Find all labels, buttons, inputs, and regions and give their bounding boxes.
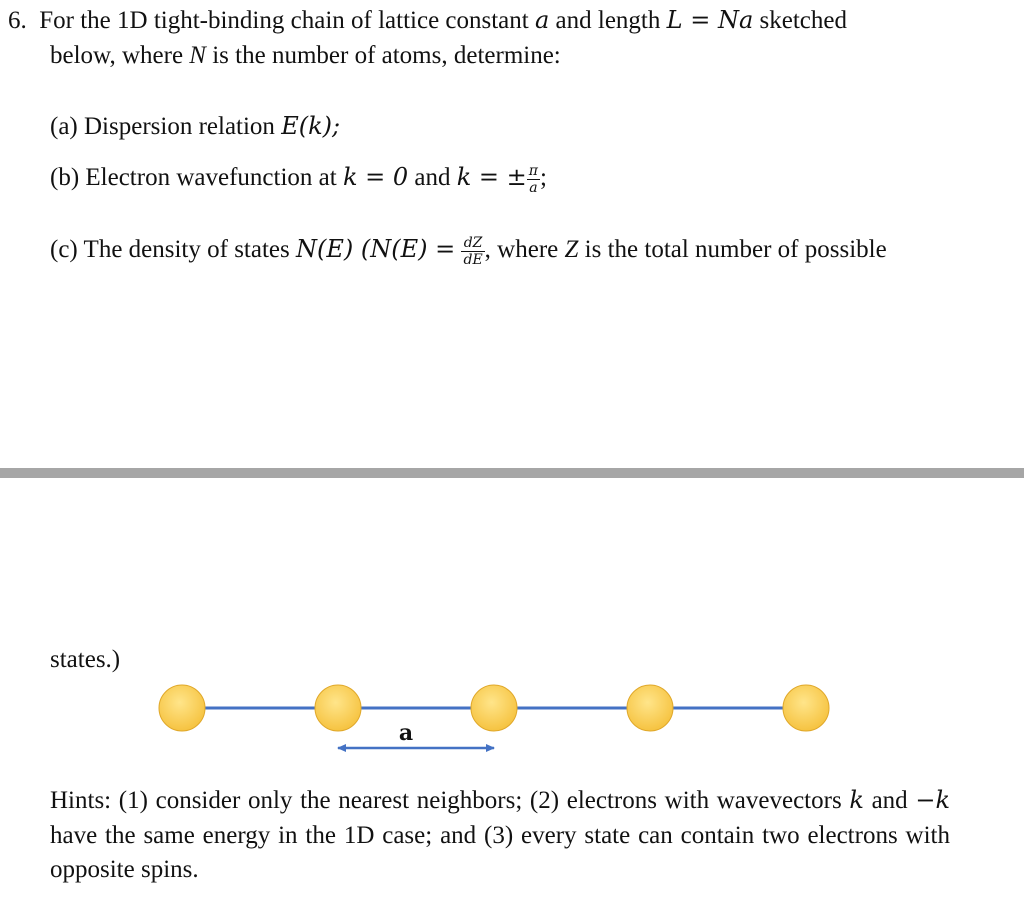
part-c-fraction (461, 235, 484, 268)
spacing-label: a (398, 720, 414, 746)
atom-5 (783, 685, 829, 731)
atom-3 (471, 685, 517, 731)
part-b-frac-den: a (529, 179, 538, 196)
part-b-frac-num: π (528, 162, 538, 179)
part-a (50, 111, 340, 142)
part-b-label: (b) Electron wavefunction at (50, 164, 343, 191)
part-c-frac-den: dE (463, 251, 483, 268)
part-c-total-states-symbol: Z (564, 236, 579, 263)
part-b-math-kpm: k = ± (456, 163, 527, 191)
part-c (50, 234, 887, 268)
part-c-label: (c) The density of states (50, 236, 296, 263)
problem-intro-text-3: sketched (753, 7, 847, 34)
atom-1 (159, 685, 205, 731)
part-c-frac-num: dZ (461, 235, 484, 252)
part-b-fraction (527, 163, 540, 196)
hints-text-2: and (863, 787, 916, 814)
problem-intro-text-5: is the number of atoms, determine: (205, 42, 561, 69)
atom-2 (315, 685, 361, 731)
hints-paragraph (50, 783, 950, 888)
part-c-text-2: is the total number of possible (578, 236, 887, 263)
atom-number-symbol: N (189, 42, 206, 69)
problem-number: 6. (8, 7, 27, 34)
part-a-math: E(k); (281, 112, 341, 140)
part-a-label: (a) Dispersion relation (50, 113, 282, 140)
part-b-end: ; (539, 164, 547, 191)
problem-intro-text: For the 1D tight-binding chain of lattice constant (39, 7, 535, 34)
page-separator (0, 468, 1024, 478)
hints-text: Hints: (1) consider only the nearest neighbors; (2) electrons with wavevectors (50, 787, 850, 814)
wavevector-k: k (849, 786, 864, 814)
length-equation: L = Na (666, 6, 754, 34)
part-c-continued-text: states.) (50, 646, 121, 673)
problem-line-2 (50, 41, 561, 71)
part-b-and: and (408, 164, 457, 191)
wavevector-minus-k: −k (915, 786, 950, 814)
part-c-text: , where (484, 236, 565, 263)
lattice-constant-symbol: a (534, 6, 550, 34)
hints-text-3: have the same energy in the 1D case; and (3) every state can contain two electrons with opposite spins. (50, 821, 950, 883)
problem-line-1 (8, 5, 847, 36)
problem-intro-text-4: below, where (50, 42, 190, 69)
part-b-math-k0: k = 0 (342, 163, 409, 191)
part-c-continued (50, 645, 120, 675)
atom-4 (627, 685, 673, 731)
tight-binding-chain-figure (150, 670, 850, 770)
part-b (50, 162, 547, 196)
problem-intro-text-2: and length (549, 7, 667, 34)
part-c-math: N(E) (N(E) = (296, 235, 456, 263)
